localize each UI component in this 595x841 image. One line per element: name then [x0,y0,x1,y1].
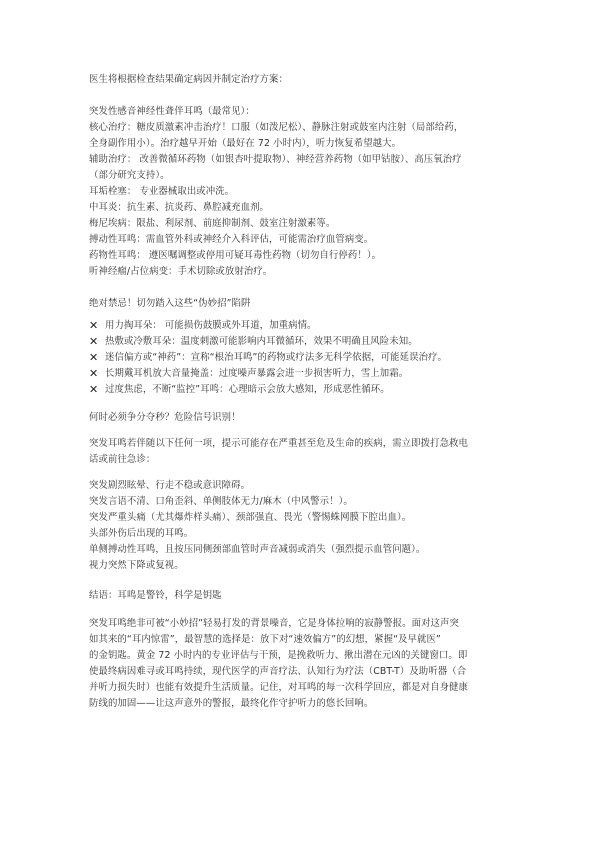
cross-icon: ✕ [89,351,99,364]
treatment-line: （部分研究支持）。 [89,170,170,181]
spacer [89,280,509,296]
danger-paragraph-line: 突发耳鸣若伴随以下任何一项，提示可能存在严重甚至危及生命的疾病，需立即拨打急救电 [89,438,469,449]
taboo-heading: 绝对禁忌！切勿踏入这些“伪妙招”陷阱 [89,298,251,309]
taboo-item [89,350,509,366]
cross-icon: ✕ [89,367,99,380]
danger-section [89,410,509,574]
treatment-line: 听神经瘤/占位病变：手术切除或放射治疗。 [89,266,273,277]
cross-icon: ✕ [89,335,99,348]
spacer [89,468,509,478]
taboo-item [89,366,509,382]
treatment-line: 全身副作用小）。治疗越早开始（最好在 72 小时内），听力恢复希望越大。 [89,138,402,149]
taboo-item-text: 长期戴耳机放大音量掩盖：过度噪声暴露会进一步损害听力，雪上加霜。 [105,368,409,379]
treatment-line: 辅助治疗： 改善微循环药物（如银杏叶提取物）、神经营养药物（如甲钴胺）、高压氧治疗 [89,154,462,165]
treatment-section [89,104,509,280]
danger-line: 单侧搏动性耳鸣，且按压同侧颈部血管时声音减弱或消失（强烈提示血管问题）。 [89,544,426,555]
taboo-item [89,318,509,334]
spacer [89,426,509,436]
conclusion-line: 防线的加固——让这声意外的警报，最终化作守护听力的悠长回响。 [89,698,374,709]
danger-heading: 何时必须争分夺秒？危险信号识别！ [89,412,241,423]
treatment-heading: 突发性感音神经性聋伴耳鸣（最常见）： [89,106,255,117]
danger-line: 突发严重头痛（尤其爆炸样头痛）、颈部强直、畏光（警惕蛛网膜下腔出血）。 [89,512,412,523]
cross-icon: ✕ [89,319,99,332]
taboo-item [89,334,509,350]
spacer [89,604,509,616]
danger-line: 视力突然下降或复视。 [89,560,184,571]
treatment-line: 梅尼埃病：限盐、利尿剂、前庭抑制剂、鼓室注射激素等。 [89,218,336,229]
treatment-line: 中耳炎：抗生素、抗炎药、鼻腔减充血剂。 [89,202,270,213]
conclusion-section [89,588,509,712]
taboo-item-text: 迷信偏方或“神药”：宣称“根治耳鸣”的药物或疗法多无科学依据，可能延误治疗。 [105,352,447,363]
cross-icon: ✕ [89,383,99,396]
conclusion-line: 如其来的“耳内惊雷”，最智慧的选择是：放下对“速效偏方”的幻想，紧握“及早就医” [89,634,441,645]
taboo-item-text: 用力掏耳朵： 可能损伤鼓膜或外耳道，加重病情。 [105,320,317,331]
taboo-item-text: 过度焦虑，不断“监控”耳鸣：心理暗示会放大感知，形成恶性循环。 [105,384,390,395]
taboo-item-text: 热敷或冷敷耳朵：温度刺激可能影响内耳微循环，效果不明确且风险未知。 [105,336,418,347]
danger-line: 突发言语不清、口角歪斜、单侧肢体无力/麻木（中风警示！）。 [89,496,353,507]
spacer [89,574,509,588]
conclusion-line: 突发耳鸣绝非可被“小妙招”轻易打发的背景噪音，它是身体拉响的寂静警报。面对这声突 [89,618,459,629]
conclusion-heading: 结语：耳鸣是警铃，科学是钥匙 [89,590,222,601]
conclusion-line: 使最终病因难寻或耳鸣持续，现代医学的声音疗法、认知行为疗法（CBT-T）及助听器（合 [89,666,467,677]
spacer [89,88,509,104]
intro-text: 医生将根据检查结果确定病因并制定治疗方案： [89,74,288,85]
treatment-line: 耳垢栓塞： 专业器械取出或冲洗。 [89,186,235,197]
spacer [89,398,509,410]
danger-line: 头部外伤后出现的耳鸣。 [89,528,194,539]
treatment-line: 搏动性耳鸣：需血管外科或神经介入科评估，可能需治疗血管病变。 [89,234,374,245]
conclusion-line: 的金钥匙。黄金 72 小时内的专业评估与干预，是挽救听力、揪出潜在元凶的关键窗口。即 [89,650,468,661]
treatment-line: 核心治疗：糖皮质激素冲击治疗！口服（如泼尼松）、静脉注射或鼓室内注射（局部给药， [89,122,464,133]
danger-paragraph-line: 话或前往急诊： [89,454,156,465]
treatment-line: 药物性耳鸣： 遵医嘱调整或停用可疑耳毒性药物（切勿自行停药！）。 [89,250,382,261]
danger-line: 突发剧烈眩晕、行走不稳或意识障碍。 [89,480,251,491]
conclusion-line: 并听力损失时）也能有效提升生活质量。记住，对耳鸣的每一次科学回应，都是对自身健康 [89,682,469,693]
taboo-section [89,296,509,398]
taboo-item [89,382,509,398]
